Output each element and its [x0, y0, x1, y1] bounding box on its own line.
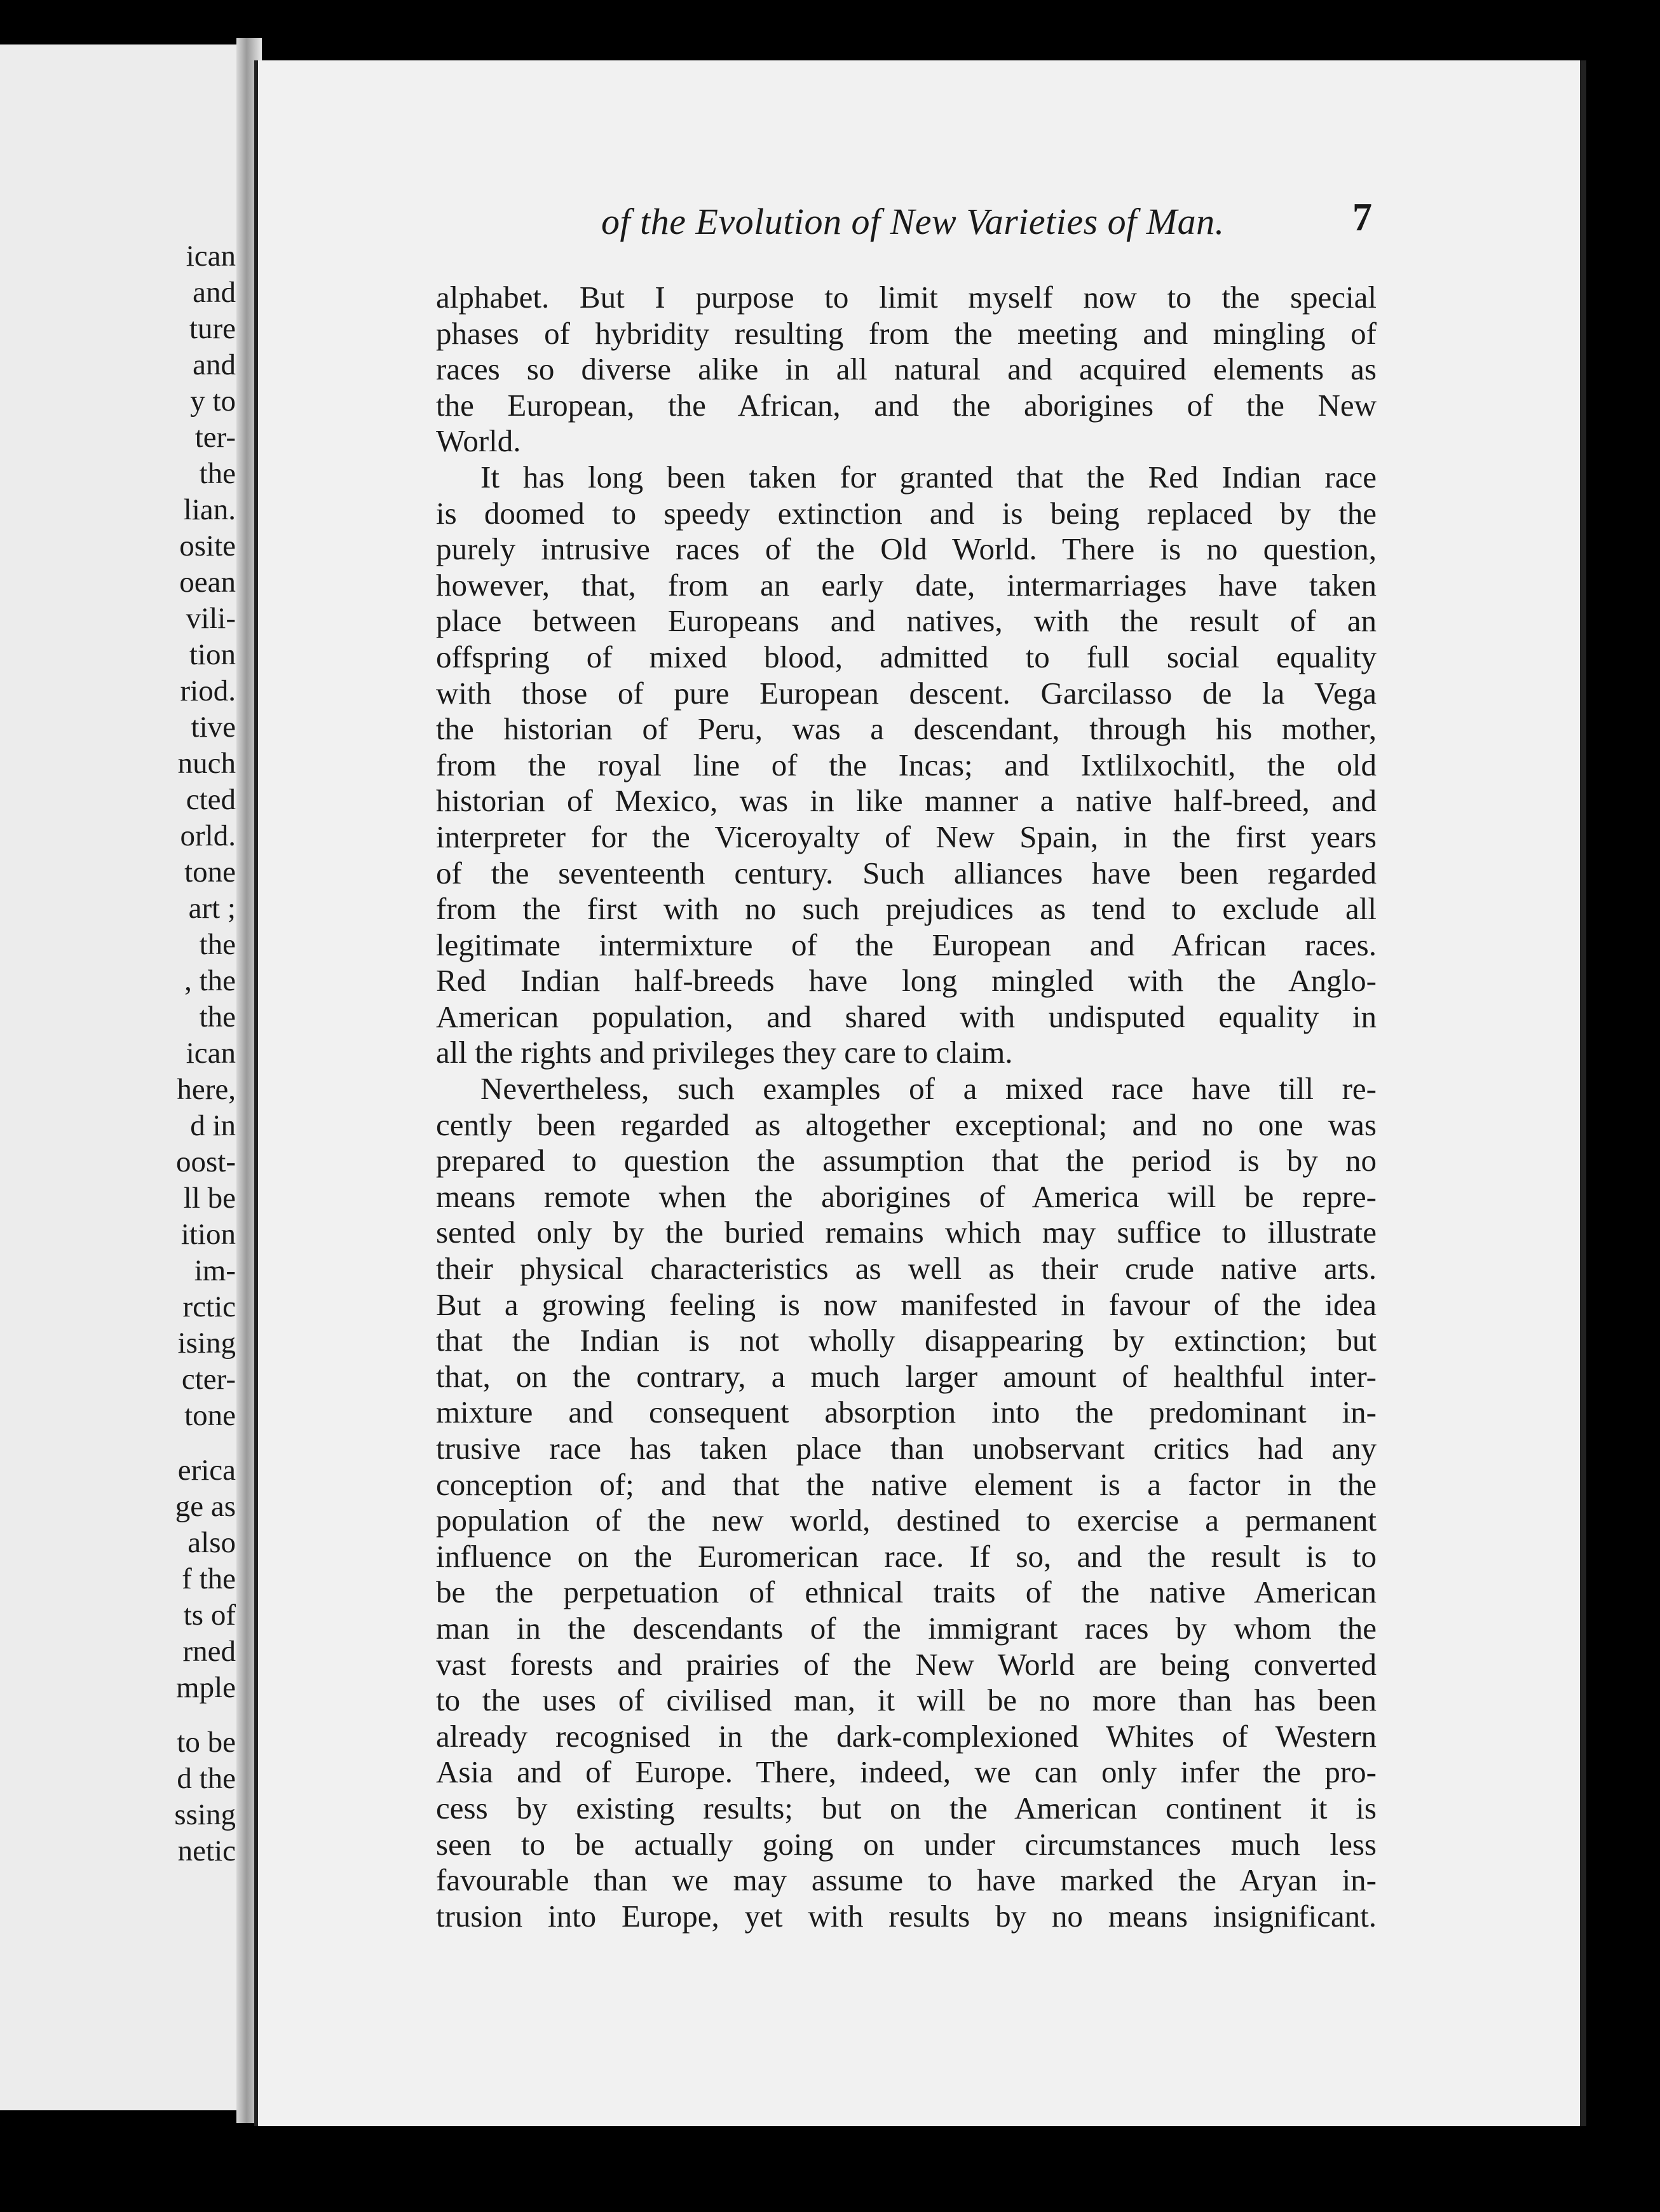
text-line: cently been regarded as altogether exceptional; and no one was — [436, 1107, 1377, 1142]
left-page-line: osite — [179, 529, 236, 563]
left-page-line: f the — [182, 1562, 236, 1595]
text-line: trusive race has taken place than unobservant critics had any — [436, 1431, 1377, 1466]
text-line: American population, and shared with undisputed equality in — [436, 999, 1377, 1034]
text-line: Red Indian half-breeds have long mingled with the Anglo- — [436, 963, 1377, 999]
left-page-line: vili- — [186, 602, 236, 635]
left-page-line: orld. — [180, 819, 236, 852]
text-line: Nevertheless, such examples of a mixed race have till re- — [480, 1071, 1377, 1107]
text-line: is doomed to speedy extinction and is being replaced by the — [436, 495, 1377, 531]
text-line: seen to be actually going on under circumstances much less — [436, 1826, 1377, 1862]
text-line: from the royal line of the Incas; and Ixtlilxochitl, the old — [436, 747, 1377, 782]
left-page-line: oost- — [176, 1145, 236, 1178]
text-line: the historian of Peru, was a descendant, through his mother, — [436, 711, 1377, 747]
left-page-line: here, — [177, 1073, 236, 1106]
left-page-line: im- — [194, 1254, 236, 1287]
left-page-line: and — [193, 276, 236, 309]
text-line: phases of hybridity resulting from the meeting and mingling of — [436, 315, 1377, 351]
text-line: alphabet. But I purpose to limit myself now to the special — [436, 280, 1377, 315]
text-line: It has long been taken for granted that the Red Indian race — [480, 459, 1377, 495]
text-line: with those of pure European descent. Garcilasso de la Vega — [436, 675, 1377, 711]
text-line: sented only by the buried remains which may suffice to illustrate — [436, 1215, 1377, 1250]
text-line: man in the descendants of the immigrant races by whom the — [436, 1610, 1377, 1646]
text-line: their physical characteristics as well as their crude native arts. — [436, 1251, 1377, 1287]
left-page-line: the — [199, 1000, 236, 1034]
left-page-line: nuch — [177, 747, 236, 780]
text-line: mixture and consequent absorption into the predominant in- — [436, 1395, 1377, 1430]
left-page-line: y to — [190, 385, 236, 418]
left-page-line: cted — [186, 783, 236, 816]
text-line: the European, the African, and the aborigines of the New — [436, 387, 1377, 423]
text-line: all the rights and privileges they care to claim. — [436, 1035, 1013, 1070]
text-line: vast forests and prairies of the New World are being converted — [436, 1646, 1377, 1682]
left-page-line: ll be — [183, 1182, 236, 1215]
running-title: of the Evolution of New Varieties of Man. — [601, 201, 1225, 242]
left-page-line: ition — [180, 1218, 236, 1251]
left-page-line: d the — [177, 1762, 236, 1795]
text-line: historian of Mexico, was in like manner a native half-breed, and — [436, 783, 1377, 819]
body-text — [436, 280, 1377, 1934]
left-page-line: tone — [184, 1399, 236, 1432]
left-page-line: also — [187, 1526, 236, 1559]
left-page-line: ter- — [194, 421, 236, 454]
text-line: to the uses of civilised man, it will be no more than has been — [436, 1683, 1377, 1718]
left-page-line: lian. — [183, 493, 236, 526]
text-line: World. — [436, 423, 521, 459]
left-page-line: and — [193, 348, 236, 381]
text-line: of the seventeenth century. Such alliances have been regarded — [436, 855, 1377, 891]
text-line: place between Europeans and natives, with the result of an — [436, 603, 1377, 639]
left-page-line: ican — [186, 1037, 236, 1070]
left-page-line: ising — [177, 1327, 236, 1360]
book-page — [254, 60, 1580, 2126]
text-line: purely intrusive races of the Old World. There is no question, — [436, 531, 1377, 567]
left-page-line: ture — [189, 312, 236, 345]
text-line: population of the new world, destined to exercise a permanent — [436, 1503, 1377, 1538]
page-number: 7 — [1352, 196, 1372, 239]
left-page-line: rctic — [182, 1290, 236, 1323]
text-line: already recognised in the dark-complexioned Whites of Western — [436, 1718, 1377, 1754]
left-facing-page — [0, 44, 245, 2110]
text-line: means remote when the aborigines of America will be repre- — [436, 1178, 1377, 1214]
left-page-line: netic — [177, 1834, 236, 1867]
left-page-line: tone — [184, 856, 236, 889]
left-page-line: tive — [191, 711, 236, 744]
text-line: that, on the contrary, a much larger amount of healthful inter- — [436, 1358, 1377, 1394]
text-line: prepared to question the assumption that the period is by no — [436, 1143, 1377, 1178]
text-line: be the perpetuation of ethnical traits of the native American — [436, 1574, 1377, 1610]
left-page-line: art ; — [188, 892, 236, 925]
text-line: that the Indian is not wholly disappearing by extinction; but — [436, 1323, 1377, 1358]
left-page-line: the — [199, 928, 236, 961]
text-line: races so diverse alike in all natural and acquired elements as — [436, 352, 1377, 387]
text-line: interpreter for the Viceroyalty of New Spain, in the first years — [436, 819, 1377, 854]
left-page-line: mple — [176, 1671, 236, 1704]
left-page-line: , the — [184, 964, 236, 997]
left-page-line: oean — [179, 566, 236, 599]
text-line: Asia and of Europe. There, indeed, we can only infer the pro- — [436, 1754, 1377, 1790]
left-page-line: rned — [182, 1635, 236, 1668]
text-line: But a growing feeling is now manifested in favour of the idea — [436, 1287, 1377, 1322]
left-page-line: the — [199, 457, 236, 490]
left-page-line: cter- — [181, 1363, 236, 1396]
left-page-line: d in — [190, 1109, 236, 1142]
text-line: influence on the Euromerican race. If so, and the result is to — [436, 1538, 1377, 1574]
left-page-line: ican — [186, 240, 236, 273]
text-line: trusion into Europe, yet with results by no means insignificant. — [436, 1898, 1377, 1934]
left-page-line: to be — [177, 1726, 236, 1759]
left-page-line: erica — [177, 1454, 236, 1487]
text-line: legitimate intermixture of the European and African races. — [436, 927, 1377, 962]
text-line: favourable than we may assume to have marked the Aryan in- — [436, 1862, 1377, 1898]
left-page-line: ge as — [175, 1490, 236, 1523]
left-page-line: riod. — [180, 674, 236, 707]
left-page-line: tion — [189, 638, 236, 671]
text-line: conception of; and that the native element is a factor in the — [436, 1466, 1377, 1502]
text-line: from the first with no such prejudices as tend to exclude all — [436, 891, 1377, 927]
text-line: however, that, from an early date, intermarriages have taken — [436, 567, 1377, 603]
text-line: cess by existing results; but on the American continent it is — [436, 1790, 1377, 1826]
left-page-line: ts of — [183, 1599, 236, 1632]
text-line: offspring of mixed blood, admitted to full social equality — [436, 639, 1377, 674]
left-page-line: ssing — [174, 1798, 236, 1831]
